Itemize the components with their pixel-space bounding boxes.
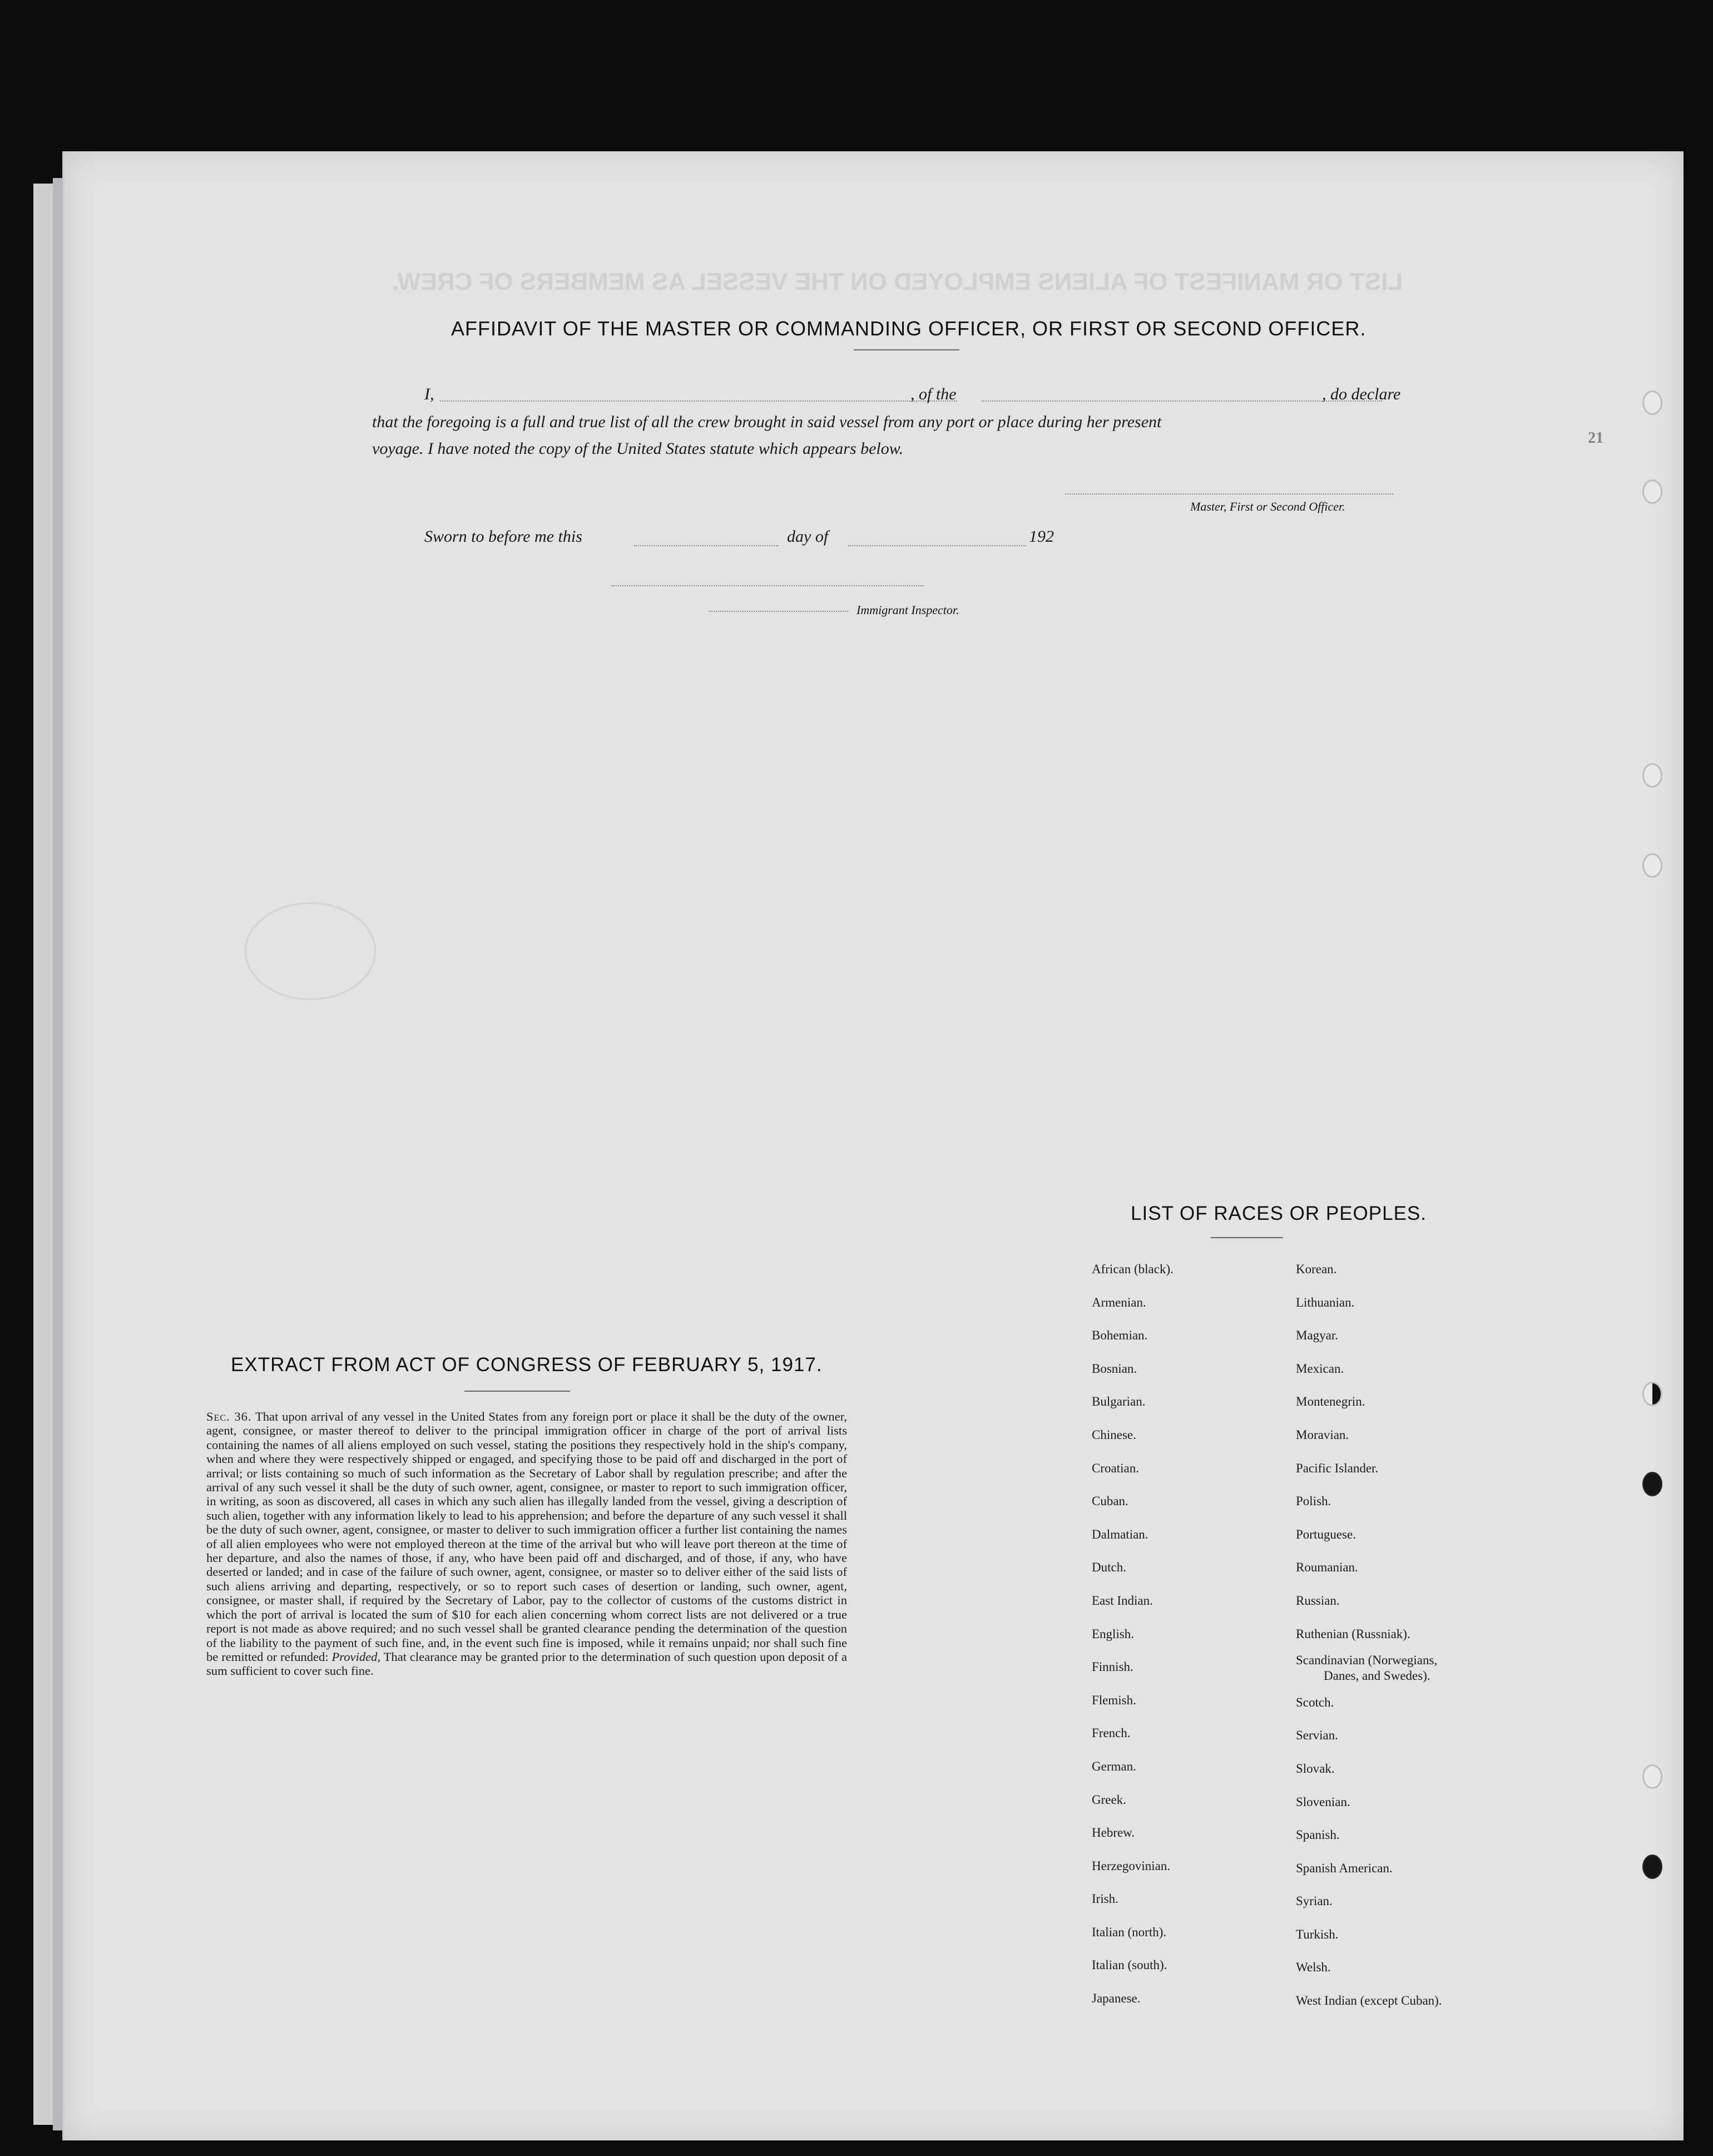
race-item: German. xyxy=(1092,1759,1136,1773)
race-item: Bohemian. xyxy=(1092,1328,1148,1343)
race-item: French. xyxy=(1092,1726,1131,1740)
races-column-1 xyxy=(1092,1253,1174,2015)
race-item: Cuban. xyxy=(1092,1494,1128,1509)
race-item: Croatian. xyxy=(1092,1461,1139,1475)
race-item: Dutch. xyxy=(1092,1560,1126,1575)
race-item: Spanish American. xyxy=(1296,1861,1393,1875)
punch-hole xyxy=(1642,1764,1662,1789)
punch-hole xyxy=(1642,1855,1662,1879)
section-body-part2: That clearance may be granted prior to the determination of such question upon deposit of a sum sufficient to cover such fine. xyxy=(206,1649,847,1678)
manifest-page xyxy=(62,151,1684,2140)
race-item: Hebrew. xyxy=(1092,1826,1135,1840)
race-item: Korean. xyxy=(1296,1262,1337,1276)
affidavit-title-rule xyxy=(854,349,959,350)
race-item: Turkish. xyxy=(1296,1927,1339,1941)
race-item: Flemish. xyxy=(1092,1693,1136,1707)
punch-hole xyxy=(1642,1382,1662,1406)
race-item: Irish. xyxy=(1092,1892,1118,1906)
race-item: Spanish. xyxy=(1296,1828,1340,1842)
race-item: Herzegovinian. xyxy=(1092,1858,1171,1873)
sworn-month-line xyxy=(848,545,1026,546)
section-body-part1: That upon arrival of any vessel in the United States from any foreign port or place it shall be the duty of the owner, agent, consignee, or master thereof to deliver to the principal immigration officer in charge of the port of arrival lists containing the names of all aliens employed on such vessel, stating the positions they respectively hold in the ship's company, when and where they were respectively shipped or engaged, and specifying those to be paid off and discharged in the port of arrival; or lists containing so much of such information as the Secretary of Labor shall by regulation prescribe; and after the arrival of any such vessel it shall be the duty of such owner, agent, consignee, or master to report to such immigration officer, in writing, as soon as discovered, all cases in which any such alien has illegally landed from the vessel, giving a description of such alien, together with any information likely to lead to his apprehension; and before the departure of any such vessel it shall be the duty of such owner, agent, consignee, or master to deliver to such immigration officer a further list containing the names of all alien employees who were not employed thereon at the time of the arrival but who will leave port thereon at the time of her departure, and also the names of those, if any, who have been paid off and discharged, and of those, if any, who have deserted or landed; and in case of the failure of such owner, agent, consignee, or master so to deliver either of the said lists of such aliens arriving and departing, respectively, or so to report such cases of desertion or landing, such owner, agent, consignee, or master shall, if required by the Secretary of Labor, pay to the collector of customs of the customs district in which the port of arrival is located the sum of $10 for each alien concerning whom correct lists are not delivered or a true report is not made as above required; and no such vessel shall be granted clearance pending the determination of the question of the liability to the payment of such fine, and, in the event such fine is imposed, while it remains unpaid; nor shall such fine be remitted or refunded: xyxy=(206,1410,847,1664)
race-item: East Indian. xyxy=(1092,1593,1153,1608)
inspector-signature-line-2 xyxy=(709,611,848,612)
inspector-caption: Immigrant Inspector. xyxy=(856,603,959,617)
punch-hole xyxy=(1642,763,1662,788)
race-item: Japanese. xyxy=(1092,1991,1141,2006)
race-item: Mexican. xyxy=(1296,1361,1344,1376)
punch-hole xyxy=(1642,853,1662,878)
extract-title-rule xyxy=(464,1391,570,1392)
race-item: West Indian (except Cuban). xyxy=(1296,1994,1442,2008)
master-name-line xyxy=(440,400,957,402)
sworn-label: Sworn to before me this xyxy=(424,527,582,546)
race-item: Lithuanian. xyxy=(1296,1295,1355,1309)
race-item: Scotch. xyxy=(1296,1695,1334,1709)
race-item: Dalmatian. xyxy=(1092,1527,1148,1541)
race-item: Chinese. xyxy=(1092,1427,1136,1442)
race-item: Slovenian. xyxy=(1296,1794,1350,1809)
race-item: Russian. xyxy=(1296,1593,1340,1608)
race-item: Moravian. xyxy=(1296,1427,1349,1442)
race-item: Portuguese. xyxy=(1296,1527,1356,1541)
declaration-line-1: that the foregoing is a full and true list of all the crew brought in said vessel from any port or place during her present xyxy=(372,413,1162,431)
race-item: Italian (south). xyxy=(1092,1958,1167,1972)
races-column-2 xyxy=(1296,1253,1442,2017)
section-label: Sec. 36. xyxy=(206,1410,252,1423)
races-title-rule xyxy=(1211,1237,1283,1238)
race-item: Polish. xyxy=(1296,1494,1331,1509)
affidavit-i-label: I, xyxy=(424,385,434,403)
declaration-line-2: voyage. I have noted the copy of the United States statute which appears below. xyxy=(372,439,904,458)
extract-title: EXTRACT FROM ACT OF CONGRESS OF FEBRUARY 5, 1917. xyxy=(231,1354,823,1376)
race-item: Montenegrin. xyxy=(1296,1395,1365,1409)
officer-signature-caption: Master, First or Second Officer. xyxy=(1190,500,1345,513)
race-item: Italian (north). xyxy=(1092,1925,1167,1939)
affidavit-title: AFFIDAVIT OF THE MASTER OR COMMANDING OFFICER, OR FIRST OR SECOND OFFICER. xyxy=(451,317,1367,340)
inspector-signature-line-1 xyxy=(612,585,923,586)
race-item: Welsh. xyxy=(1296,1960,1331,1975)
day-of-label: day of xyxy=(787,527,829,546)
race-item: Servian. xyxy=(1296,1728,1339,1743)
race-item: Bulgarian. xyxy=(1092,1395,1146,1409)
race-item: Magyar. xyxy=(1296,1328,1339,1343)
race-item: Ruthenian (Russniak). xyxy=(1296,1626,1410,1641)
race-item: Roumanian. xyxy=(1296,1560,1358,1575)
race-item: Scandinavian (Norwegians, Danes, and Swedes). xyxy=(1296,1653,1438,1683)
bleed-through-header: LIST OR MANIFEST OF ALIENS EMPLOYED ON THE VESSEL AS MEMBERS OF CREW. xyxy=(392,268,1403,295)
race-item: African (black). xyxy=(1092,1262,1174,1276)
year-label: 192 xyxy=(1029,527,1054,546)
section-36-text xyxy=(206,1410,847,1678)
race-item: Greek. xyxy=(1092,1792,1126,1807)
page-number: 21 xyxy=(1588,429,1603,447)
race-item: English. xyxy=(1092,1626,1135,1641)
races-title: LIST OF RACES OR PEOPLES. xyxy=(1131,1203,1427,1224)
race-item: Pacific Islander. xyxy=(1296,1461,1379,1475)
sworn-day-line xyxy=(634,545,779,546)
faint-stamp xyxy=(245,902,376,1000)
race-item: Syrian. xyxy=(1296,1894,1333,1908)
race-item: Slovak. xyxy=(1296,1761,1335,1776)
affidavit-declare-label: , do declare xyxy=(1322,385,1401,403)
affidavit-of-the-label: , of the xyxy=(910,385,957,403)
race-item: Finnish. xyxy=(1092,1660,1133,1674)
punch-hole xyxy=(1642,479,1662,504)
punch-hole xyxy=(1642,390,1662,415)
provided-word: Provided, xyxy=(331,1649,381,1664)
punch-hole xyxy=(1642,1472,1662,1496)
race-item: Armenian. xyxy=(1092,1295,1146,1309)
race-item: Bosnian. xyxy=(1092,1361,1137,1376)
officer-signature-line xyxy=(1065,493,1393,495)
